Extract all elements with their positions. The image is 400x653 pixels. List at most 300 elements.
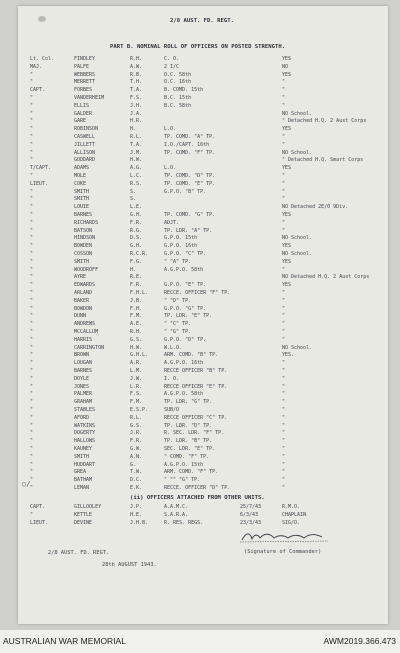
cell-init: G.H.: [130, 243, 143, 250]
cell-name: ANDREWS: [74, 321, 96, 328]
cell-init: A.R.: [130, 360, 143, 367]
cell-rem: ": [282, 188, 286, 195]
cell-appt: RECCE OFFICER "B" TP.: [164, 368, 228, 374]
cell-rem: ": [282, 95, 286, 101]
cell-appt: " "A" TP.: [164, 258, 192, 265]
cell-init: E.K.: [130, 485, 143, 491]
cell-name: COKE: [74, 180, 87, 187]
cell-rank: ": [30, 430, 34, 437]
cell-name: SMITH: [74, 196, 90, 203]
cell-rem: ": [282, 313, 286, 320]
cell-name: VANDERHEIM: [74, 95, 105, 101]
punch-hole: [38, 16, 46, 22]
cell-name: AFORD: [74, 414, 90, 421]
cell-init: G.S.: [130, 422, 143, 429]
cell-name: GRAHAM: [74, 399, 93, 406]
attached-title: (ii) OFFICERS ATTACHED FROM OTHER UNITS.: [130, 495, 265, 501]
cell-init: H.E.: [130, 511, 143, 518]
cell-rem: ": [282, 79, 286, 86]
cell-name: SMITH: [74, 188, 90, 195]
cell-init: F.S.: [130, 95, 143, 101]
cell-rank: ": [30, 102, 34, 109]
cell-init: H.W.: [130, 157, 143, 164]
cell-name: CARRINGTON: [74, 344, 105, 351]
cell-rank: LIEUT.: [30, 519, 49, 526]
cell-rank: ": [30, 360, 34, 367]
cell-rank: ": [30, 399, 34, 406]
table-row: [18, 180, 388, 188]
table-row: [18, 351, 388, 359]
table-row: [18, 406, 388, 414]
cell-rem: ": [282, 422, 286, 429]
cell-appt: RECCE. OFFICER "D" TP.: [164, 485, 231, 491]
cell-rem: ": [282, 438, 286, 445]
cell-rem: ": [282, 446, 286, 452]
cell-init: F.H.: [130, 305, 143, 312]
cell-rank: ": [30, 188, 34, 195]
table-row: [18, 289, 388, 297]
cell-name: COSSON: [74, 251, 93, 257]
cell-name: GARE: [74, 118, 87, 125]
document-page: [18, 6, 388, 624]
table-row: [18, 164, 388, 172]
cell-appt: ADJT.: [164, 219, 180, 226]
cell-rem: YES.: [282, 352, 295, 359]
table-row: [18, 367, 388, 375]
cell-name: HUDDART: [74, 461, 96, 468]
cell-init: T.W.: [130, 469, 143, 476]
cell-rem: ": [282, 134, 286, 140]
cell-appt: I. O.: [164, 375, 180, 382]
table-row: [18, 211, 388, 219]
cell-rank: ": [30, 446, 34, 452]
cell-init: F.M.: [130, 399, 143, 406]
cell-name: HALLOWS: [74, 438, 96, 445]
cell-name: DOYLE: [74, 375, 90, 382]
cell-appt: R. RES. REGS.: [164, 519, 204, 526]
table-row: [18, 63, 388, 71]
cell-rank: ": [30, 438, 34, 445]
cell-init: F.R.: [130, 438, 143, 445]
cell-name: STABLES: [74, 407, 96, 413]
cell-rank: ": [30, 79, 34, 86]
archive-footer: [0, 632, 400, 653]
cell-appt: A.G.P.O. 58th: [164, 391, 204, 398]
cell-init: L.M.: [130, 368, 143, 374]
cell-init: T.H.: [130, 79, 143, 86]
cell-name: CASWELL: [74, 134, 96, 140]
cell-init: F.H.L.: [130, 290, 149, 296]
cell-rank: ": [30, 71, 34, 78]
cell-appt: G.P.O. "B" TP.: [164, 188, 207, 195]
table-row: [18, 102, 388, 110]
table-row: [18, 503, 388, 511]
cell-rank: ": [30, 149, 34, 156]
cell-rem: YES: [282, 126, 292, 133]
cell-appt: SEC. LDR. "E" TP.: [164, 446, 216, 452]
cell-name: JONES: [74, 383, 90, 390]
cell-name: MOLE: [74, 173, 87, 179]
cell-rem: NO School.: [282, 344, 313, 351]
table-row: [18, 110, 388, 118]
cell-rem: NO School.: [282, 149, 313, 156]
cell-appt: ARM. COMD. "B" TP.: [164, 352, 219, 359]
cell-rank: ": [30, 134, 34, 140]
cell-rank: ": [30, 282, 34, 289]
cell-init: S.: [130, 196, 137, 203]
cell-appt: " "" "G" TP.: [164, 477, 201, 484]
cell-init: J.W.: [130, 375, 143, 382]
cell-init: R.H.: [130, 56, 143, 62]
cell-init: L.R.: [130, 383, 143, 390]
cell-name: PALMER: [74, 391, 93, 398]
cell-init: J.R.: [130, 430, 143, 437]
table-row: [18, 468, 388, 476]
table-row: [18, 422, 388, 430]
cell-rem: ": [282, 368, 286, 374]
cell-name: BATHAM: [74, 477, 93, 484]
cell-rem: ": [282, 485, 286, 491]
cell-rem: ": [282, 461, 286, 468]
cell-appt: R. SEC. LDR. "F" TP.: [164, 430, 225, 437]
cell-init: H.R.: [130, 118, 143, 125]
table-row: [18, 125, 388, 133]
table-row: [18, 390, 388, 398]
cell-appt: O.C. 58th: [164, 71, 192, 78]
cell-rank: ": [30, 375, 34, 382]
cell-rank: ": [30, 212, 34, 218]
cell-init: E.S.P.: [130, 407, 149, 413]
cell-name: GILLOOLEY: [74, 504, 102, 510]
table-row: [18, 71, 388, 79]
cell-rem: ": [282, 297, 286, 304]
cell-name: BOWDEN: [74, 243, 93, 250]
table-row: [18, 398, 388, 406]
cell-rank: ": [30, 321, 34, 328]
date-line: 28th AUGUST 1943.: [102, 562, 157, 568]
cell-rem: ": [282, 336, 286, 343]
cell-appt: TP. LDR. "D" TP.: [164, 422, 213, 429]
cell-appt: SUB/O: [164, 407, 180, 413]
cell-appt: ARM. COMD. "F" TP.: [164, 469, 219, 476]
cell-appt: G.P.O. "D" TP.: [164, 336, 207, 343]
cell-appt: TP. LDR. "A" TP.: [164, 227, 213, 234]
cell-name: HARRIS: [74, 336, 93, 343]
cell-rem: YES: [282, 258, 292, 265]
cell-appt: G.P.O. 16th: [164, 243, 198, 250]
cell-appt: B.C. 58th: [164, 102, 192, 109]
cell-init: R.S.: [130, 180, 143, 187]
cell-rem: ": [282, 173, 286, 179]
table-row: [18, 281, 388, 289]
cell-rank: ": [30, 243, 34, 250]
cell-date: 6/3/43: [240, 511, 259, 518]
cell-rank: ": [30, 258, 34, 265]
cell-appt: G.P.O. "E" TP.: [164, 282, 207, 289]
cell-name: GODDARD: [74, 157, 96, 164]
cell-appt: A.A.M.C.: [164, 504, 189, 510]
cell-rem: NO School.: [282, 110, 313, 117]
cell-appt: L.O.: [164, 165, 177, 172]
cell-name: WEBBERS: [74, 71, 96, 78]
footer-institution: AUSTRALIAN WAR MEMORIAL: [3, 636, 126, 646]
cell-rank: ": [30, 414, 34, 421]
footer-accession-number: AWM2019.366.473: [323, 636, 396, 646]
table-row: [18, 234, 388, 242]
cell-rank: ": [30, 511, 34, 518]
cell-name: MERRETT: [74, 79, 96, 86]
cell-rem: ": [282, 329, 286, 335]
cell-rank: ": [30, 251, 34, 257]
cell-init: L.E.: [130, 204, 143, 211]
cell-init: R.L.: [130, 414, 143, 421]
cell-rank: ": [30, 344, 34, 351]
cell-appt: S.A.R.A.: [164, 511, 189, 518]
cell-rem: ": [282, 430, 286, 437]
cell-appt: TP. LDR. "G" TP.: [164, 399, 213, 406]
cell-rem: YES: [282, 282, 292, 289]
table-row: [18, 437, 388, 445]
cell-rem: ": [282, 375, 286, 382]
table-row: [18, 172, 388, 180]
cell-rank: ": [30, 383, 34, 390]
cell-rank: LIEUT.: [30, 180, 49, 187]
cell-rank: ": [30, 329, 34, 335]
cell-name: BOWDON: [74, 305, 93, 312]
cell-init: J.M.: [130, 149, 143, 156]
cell-appt: G.P.O. 15th: [164, 235, 198, 242]
cell-rank: ": [30, 352, 34, 359]
cell-rank: ": [30, 477, 34, 484]
cell-appt: " "D" TP.: [164, 297, 192, 304]
cell-init: R.H.: [130, 329, 143, 335]
cell-name: GALDER: [74, 110, 93, 117]
signature-caption: (Signature of Commander): [244, 549, 322, 555]
cell-appt: " "G" TP.: [164, 329, 192, 335]
cell-init: G.H.L.: [130, 352, 149, 359]
table-row: [18, 445, 388, 453]
cell-init: J.H.: [130, 102, 143, 109]
cell-rem: ": [282, 305, 286, 312]
table-row: [18, 78, 388, 86]
cell-name: MCCALLUM: [74, 329, 99, 335]
cell-rank: ": [30, 235, 34, 242]
cell-appt: G.P.O. "C" TP.: [164, 251, 207, 257]
cell-init: R.B.: [130, 71, 143, 78]
unit-heading: 2/8 AUST. FD. REGT.: [170, 18, 234, 24]
table-row: [18, 250, 388, 258]
cell-name: BROWN: [74, 352, 90, 359]
cell-init: H.W.: [130, 344, 143, 351]
cell-name: BATSON: [74, 227, 93, 234]
cell-init: J.P.: [130, 504, 143, 510]
cell-rem: ": [282, 87, 286, 94]
table-row: [18, 429, 388, 437]
cell-name: ALLISON: [74, 149, 96, 156]
cell-rank: ": [30, 297, 34, 304]
cell-init: J.A.: [130, 110, 143, 117]
cell-name: LOUGAN: [74, 360, 93, 367]
table-row: [18, 519, 388, 527]
cell-rem: ": [282, 399, 286, 406]
cell-rem: ": [282, 383, 286, 390]
table-row: [18, 359, 388, 367]
cell-init: J.B.: [130, 297, 143, 304]
cell-name: LEMAN: [74, 485, 90, 491]
cell-init: A.E.: [130, 321, 143, 328]
cell-rem: ": [282, 196, 286, 203]
table-row: [18, 383, 388, 391]
cell-name: ADAMS: [74, 165, 90, 172]
cell-init: G.S.: [130, 336, 143, 343]
cell-name: HINDSON: [74, 235, 96, 242]
cell-rem: ": [282, 266, 286, 273]
cell-rank: ": [30, 305, 34, 312]
cell-init: F.M.: [130, 313, 143, 320]
cell-init: R.L.: [130, 134, 143, 140]
cell-init: A.W.: [130, 63, 143, 70]
cell-rem: NO School.: [282, 251, 313, 257]
table-row: [18, 511, 388, 519]
cell-init: F.R.: [130, 282, 143, 289]
cell-rank: ": [30, 461, 34, 468]
cell-rem: ": [282, 180, 286, 187]
cell-init: H.: [130, 266, 137, 273]
cell-appt: TP. COMD. "F" TP.: [164, 149, 216, 156]
cell-rank: ": [30, 469, 34, 476]
cell-init: G.: [130, 461, 137, 468]
table-row: [18, 219, 388, 227]
cell-appt: L.O.: [164, 126, 177, 133]
cell-rem: ": [282, 391, 286, 398]
cell-rem: SIG/O.: [282, 519, 301, 526]
cell-rem: ": [282, 219, 286, 226]
cell-rank: ": [30, 95, 34, 101]
cell-rank: MAJ.: [30, 63, 43, 70]
cell-init: R.E.: [130, 274, 143, 281]
cell-rank: ": [30, 219, 34, 226]
table-row: [18, 328, 388, 336]
cell-init: G.W.: [130, 446, 143, 452]
cell-name: WOODROFF: [74, 266, 99, 273]
cell-rem: NO Detached 2E/0 9Div.: [282, 204, 349, 211]
cell-appt: B.C. 15th: [164, 95, 192, 101]
cell-appt: RECCE OFFICER "C" TP.: [164, 414, 228, 421]
cell-name: BARNES: [74, 368, 93, 374]
table-row: [18, 141, 388, 149]
table-row: [18, 320, 388, 328]
table-row: [18, 195, 388, 203]
cell-rank: CAPT.: [30, 504, 46, 510]
cell-date: 25/7/43: [240, 504, 262, 510]
margin-mark: ○/: [22, 480, 31, 488]
part-title: PART B. NOMINAL ROLL OF OFFICERS ON POSTED STRENGTH.: [110, 44, 286, 50]
cell-rem: " Detached H.Q. 2 Aust Corps: [282, 118, 367, 125]
table-row: [18, 453, 388, 461]
cell-appt: B. COMD. 15th: [164, 87, 204, 94]
cell-appt: O.C. 16th: [164, 79, 192, 86]
cell-rem: YES: [282, 71, 292, 78]
cell-init: T.A.: [130, 141, 143, 148]
cell-appt: I.O./CAPT. 16th: [164, 141, 210, 148]
cell-rem: " Detached H.Q. Smart Corps: [282, 157, 364, 164]
cell-rank: CAPT.: [30, 87, 46, 94]
cell-init: S.: [130, 188, 137, 195]
cell-rem: ": [282, 102, 286, 109]
cell-name: FINDLEY: [74, 56, 96, 62]
cell-appt: " "C" TP.: [164, 321, 192, 328]
cell-name: DUNN: [74, 313, 87, 320]
cell-date: 23/3/43: [240, 519, 262, 526]
table-row: [18, 266, 388, 274]
table-row: [18, 312, 388, 320]
cell-rank: ": [30, 110, 34, 117]
cell-rank: ": [30, 391, 34, 398]
cell-appt: TP. COMD. "E" TP.: [164, 180, 216, 187]
cell-name: ELLIS: [74, 102, 90, 109]
cell-rank: ": [30, 485, 34, 491]
table-row: [18, 86, 388, 94]
cell-rank: ": [30, 126, 34, 133]
cell-rem: ": [282, 290, 286, 296]
cell-rank: ": [30, 227, 34, 234]
cell-init: J.H.B.: [130, 519, 149, 526]
cell-rank: ": [30, 204, 34, 211]
cell-name: AYRE: [74, 274, 87, 281]
cell-name: DEVINE: [74, 519, 93, 526]
cell-appt: A.G.P.O. 16th: [164, 360, 204, 367]
cell-rem: ": [282, 227, 286, 234]
cell-appt: " COMD. "F" TP.: [164, 453, 210, 460]
table-row: [18, 149, 388, 157]
table-row: [18, 297, 388, 305]
cell-name: WATKINS: [74, 422, 96, 429]
cell-init: R.C.R.: [130, 251, 149, 257]
cell-appt: TP. LDR. "B" TP.: [164, 438, 213, 445]
cell-rem: R.M.O.: [282, 504, 301, 510]
cell-rem: NO Detached H.Q. 2 Aust Corps: [282, 274, 370, 281]
cell-rem: ": [282, 469, 286, 476]
table-row: [18, 94, 388, 102]
cell-name: FORBES: [74, 87, 93, 94]
cell-rank: ": [30, 290, 34, 296]
cell-rank: ": [30, 313, 34, 320]
cell-name: LOUIE: [74, 204, 90, 211]
table-row: [18, 227, 388, 235]
cell-rank: ": [30, 118, 34, 125]
cell-name: SMITH: [74, 453, 90, 460]
table-row: [18, 461, 388, 469]
cell-appt: RECCE OFFICER "E" TP.: [164, 383, 228, 390]
cell-rem: ": [282, 360, 286, 367]
cell-rem: ": [282, 407, 286, 413]
cell-rank: ": [30, 407, 34, 413]
cell-init: A.N.: [130, 453, 143, 460]
cell-appt: TP. COMD. "A" TP.: [164, 134, 216, 140]
table-row: [18, 258, 388, 266]
cell-rem: YES: [282, 165, 292, 172]
cell-init: T.A.: [130, 87, 143, 94]
cell-name: DOGERTY: [74, 430, 96, 437]
table-row: [18, 188, 388, 196]
cell-rank: ": [30, 173, 34, 179]
cell-rem: CHAPLAIN: [282, 511, 307, 518]
table-row: [18, 414, 388, 422]
commander-signature: [240, 530, 330, 544]
cell-appt: G.P.O. "G" TP.: [164, 305, 207, 312]
cell-init: G.H.: [130, 212, 143, 218]
table-row: [18, 55, 388, 63]
